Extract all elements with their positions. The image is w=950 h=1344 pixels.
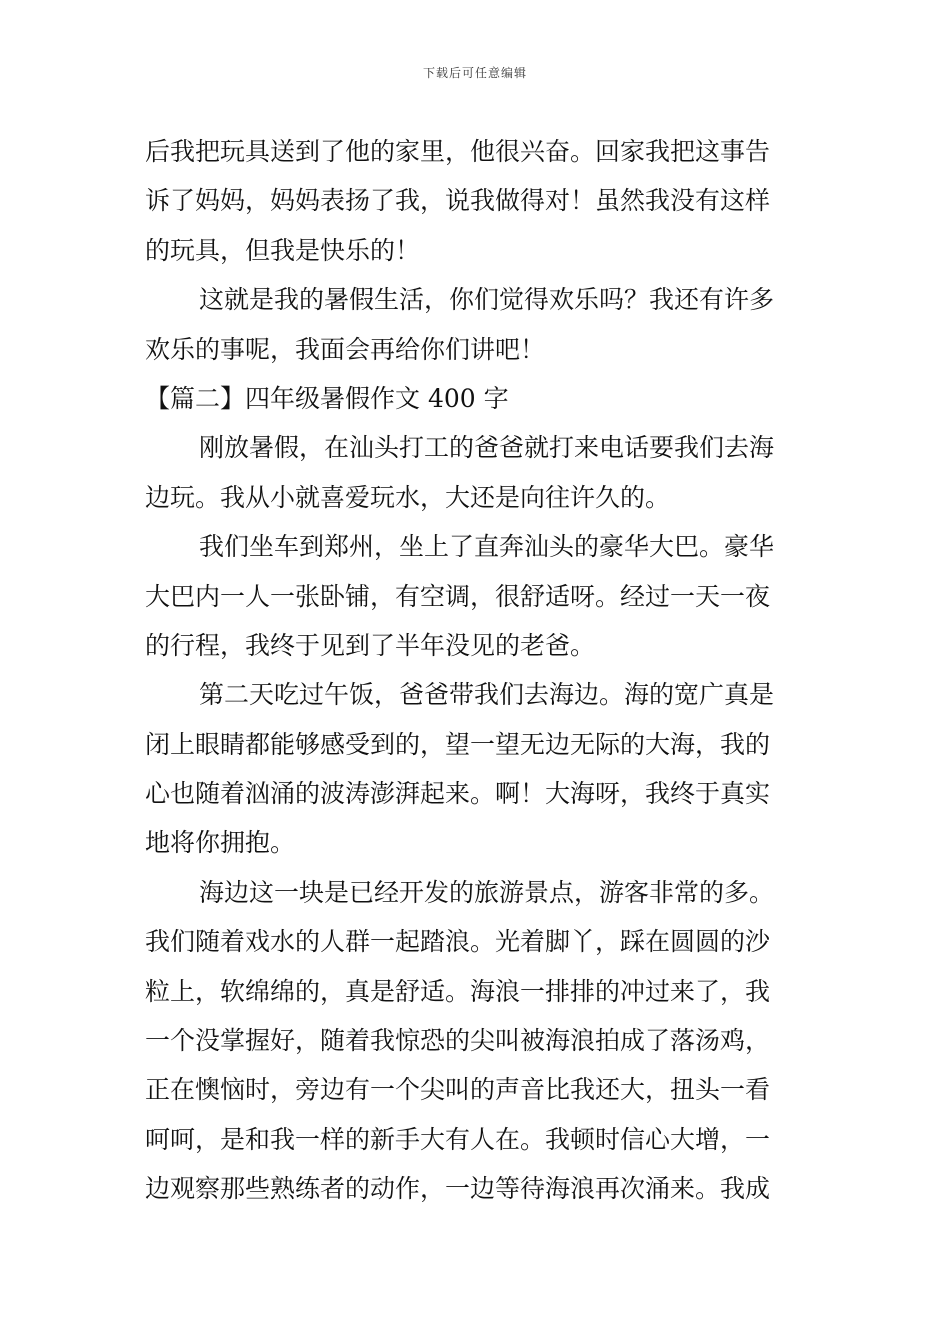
text-line: 欢乐的事呢，我面会再给你们讲吧！ (145, 334, 546, 364)
text-line: 心也随着汹涌的波涛澎湃起来。啊！大海呀，我终于真实 (145, 779, 771, 809)
text-line: 正在懊恼时，旁边有一个尖叫的声音比我还大，扭头一看 (145, 1075, 771, 1105)
text-line: 边观察那些熟练者的动作，一边等待海浪再次涌来。我成 (145, 1174, 771, 1204)
text-line: 诉了妈妈，妈妈表扬了我，说我做得对！虽然我没有这样 (145, 186, 771, 216)
section-heading: 【篇二】四年级暑假作文 400 字 (145, 383, 509, 413)
paragraph-start-line: 我们坐车到郑州，坐上了直奔汕头的豪华大巴。豪华 (199, 532, 775, 562)
text-line: 呵呵，是和我一样的新手大有人在。我顿时信心大增，一 (145, 1124, 771, 1154)
paragraph-start-line: 这就是我的暑假生活，你们觉得欢乐吗？我还有许多 (199, 285, 775, 315)
text-line: 一个没掌握好，随着我惊恐的尖叫被海浪拍成了落汤鸡， (145, 1026, 771, 1056)
paragraph-start-line: 刚放暑假，在汕头打工的爸爸就打来电话要我们去海 (199, 433, 775, 463)
paragraph-start-line: 第二天吃过午饭，爸爸带我们去海边。海的宽广真是 (199, 680, 775, 710)
document-body (145, 127, 810, 1214)
text-line: 大巴内一人一张卧铺，有空调，很舒适呀。经过一天一夜 (145, 581, 771, 611)
text-line: 地将你拥抱。 (145, 828, 296, 858)
text-line: 边玩。我从小就喜爱玩水，大还是向往许久的。 (145, 482, 671, 512)
text-line: 粒上，软绵绵的，真是舒适。海浪一排排的冲过来了，我 (145, 976, 771, 1006)
text-line: 的玩具，但我是快乐的！ (145, 235, 421, 265)
text-line: 我们随着戏水的人群一起踏浪。光着脚丫，踩在圆圆的沙 (145, 927, 771, 957)
page-header: 下载后可任意编辑 (422, 66, 527, 80)
text-line: 后我把玩具送到了他的家里，他很兴奋。回家我把这事告 (145, 137, 771, 166)
paragraph-start-line: 海边这一块是已经开发的旅游景点，游客非常的多。 (199, 877, 775, 907)
text-line: 的行程，我终于见到了半年没见的老爸。 (145, 630, 596, 660)
text-line: 闭上眼睛都能够感受到的，望一望无边无际的大海，我的 (145, 729, 771, 759)
